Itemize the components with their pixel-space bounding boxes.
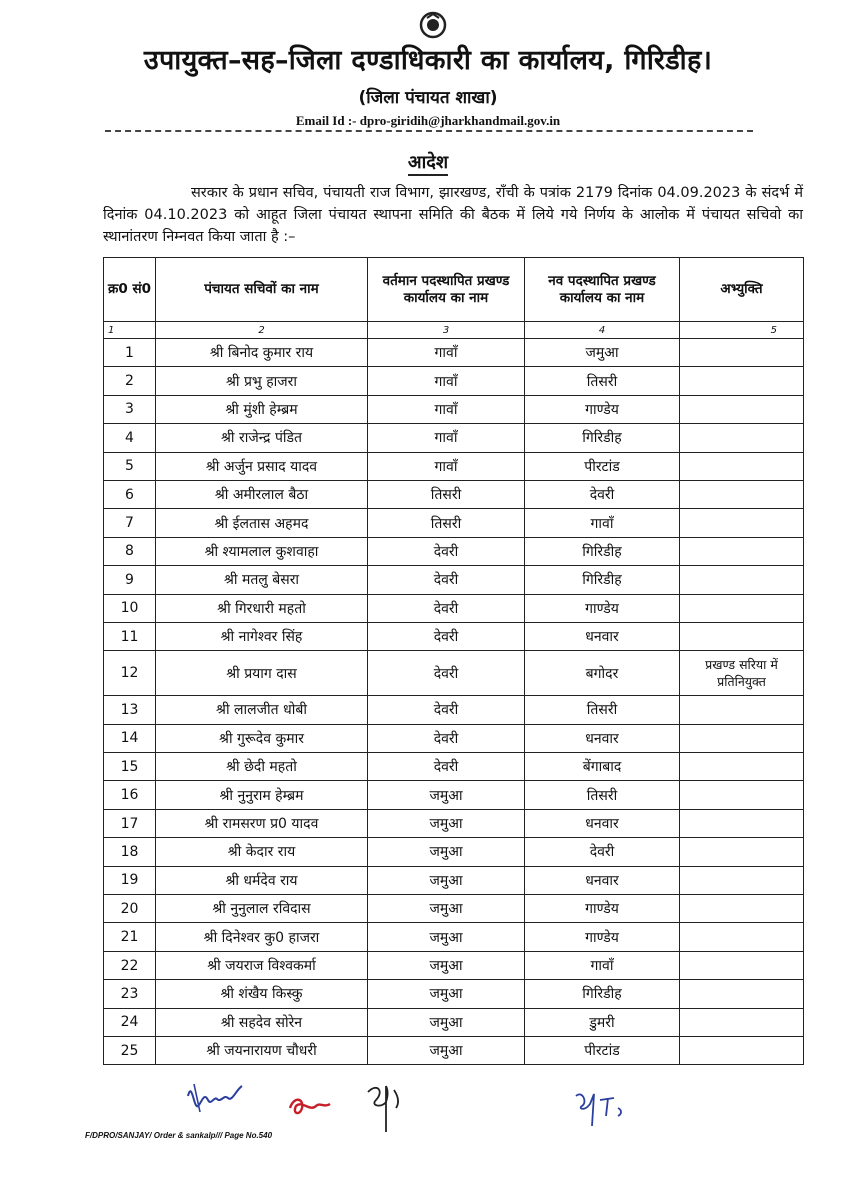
cell-new-office: गावाँ bbox=[525, 509, 680, 537]
header-divider bbox=[105, 130, 753, 132]
cell-serial: 17 bbox=[104, 809, 156, 837]
cell-current-office: जमुआ bbox=[368, 951, 525, 979]
cell-new-office: गाण्डेय bbox=[525, 395, 680, 423]
signature-4 bbox=[570, 1082, 630, 1132]
cell-current-office: देवरी bbox=[368, 566, 525, 594]
order-body: सरकार के प्रधान सचिव, पंचायती राज विभाग, झारखण्ड, राँची के पत्रांक 2179 दिनांक 04.09.2023 के संदर्भ में दिनांक 04.10.2023 को आहूत जिला पंचायत स्थापना समिति की बैठक में लिये गये निर्णय के आलोक में पंचायत सचिवो का स्थानांतरण निम्नवत किया जाता है :– bbox=[103, 185, 803, 245]
cell-serial: 11 bbox=[104, 622, 156, 650]
table-row bbox=[104, 537, 804, 565]
cell-remark bbox=[680, 753, 804, 781]
table-row bbox=[104, 753, 804, 781]
cell-remark bbox=[680, 424, 804, 452]
cell-new-office: गिरिडीह bbox=[525, 537, 680, 565]
cell-new-office: देवरी bbox=[525, 480, 680, 508]
table-row bbox=[104, 594, 804, 622]
cell-current-office: देवरी bbox=[368, 696, 525, 724]
cell-remark bbox=[680, 980, 804, 1008]
cell-current-office: देवरी bbox=[368, 724, 525, 752]
table-row bbox=[104, 367, 804, 395]
cell-new-office: गाण्डेय bbox=[525, 895, 680, 923]
cell-serial: 3 bbox=[104, 395, 156, 423]
table-row bbox=[104, 452, 804, 480]
signature-1 bbox=[180, 1066, 250, 1118]
header-name: पंचायत सचिवों का नाम bbox=[156, 258, 368, 322]
cell-current-office: जमुआ bbox=[368, 980, 525, 1008]
table-row bbox=[104, 339, 804, 367]
cell-remark bbox=[680, 367, 804, 395]
cell-current-office: देवरी bbox=[368, 651, 525, 696]
cell-current-office: देवरी bbox=[368, 622, 525, 650]
cell-new-office: गिरिडीह bbox=[525, 424, 680, 452]
cell-remark bbox=[680, 696, 804, 724]
cell-current-office: देवरी bbox=[368, 594, 525, 622]
cell-serial: 1 bbox=[104, 339, 156, 367]
cell-secretary-name: श्री सहदेव सोरेन bbox=[156, 1008, 368, 1036]
table-row bbox=[104, 1036, 804, 1064]
cell-current-office: देवरी bbox=[368, 537, 525, 565]
table-row bbox=[104, 1008, 804, 1036]
cell-remark bbox=[680, 895, 804, 923]
cell-remark bbox=[680, 809, 804, 837]
cell-new-office: बेंगाबाद bbox=[525, 753, 680, 781]
cell-new-office: गिरिडीह bbox=[525, 980, 680, 1008]
table-row bbox=[104, 395, 804, 423]
cell-serial: 19 bbox=[104, 866, 156, 894]
cell-secretary-name: श्री राजेन्द्र पंडित bbox=[156, 424, 368, 452]
header-new-office: नव पदस्थापित प्रखण्ड कार्यालय का नाम bbox=[525, 258, 680, 322]
table-row bbox=[104, 895, 804, 923]
cell-secretary-name: श्री श्यामलाल कुशवाहा bbox=[156, 537, 368, 565]
cell-new-office: धनवार bbox=[525, 724, 680, 752]
cell-new-office: धनवार bbox=[525, 622, 680, 650]
cell-secretary-name: श्री लालजीत धोबी bbox=[156, 696, 368, 724]
cell-current-office: जमुआ bbox=[368, 1008, 525, 1036]
cell-remark bbox=[680, 452, 804, 480]
header-serial: क्र0 सं0 bbox=[104, 258, 156, 322]
cell-serial: 2 bbox=[104, 367, 156, 395]
cell-remark bbox=[680, 724, 804, 752]
table-body bbox=[104, 339, 804, 1065]
signature-2 bbox=[284, 1090, 336, 1120]
cell-secretary-name: श्री शंखैय किस्कु bbox=[156, 980, 368, 1008]
column-number-row bbox=[104, 322, 804, 339]
cell-remark bbox=[680, 1036, 804, 1064]
table-row bbox=[104, 566, 804, 594]
table-row bbox=[104, 509, 804, 537]
cell-new-office: जमुआ bbox=[525, 339, 680, 367]
cell-remark bbox=[680, 480, 804, 508]
cell-secretary-name: श्री नुनुलाल रविदास bbox=[156, 895, 368, 923]
cell-serial: 14 bbox=[104, 724, 156, 752]
cell-remark bbox=[680, 923, 804, 951]
cell-current-office: जमुआ bbox=[368, 1036, 525, 1064]
table-header-row bbox=[104, 258, 804, 322]
cell-current-office: जमुआ bbox=[368, 923, 525, 951]
table-row bbox=[104, 923, 804, 951]
cell-secretary-name: श्री केदार राय bbox=[156, 838, 368, 866]
cell-remark bbox=[680, 1008, 804, 1036]
cell-current-office: गावाँ bbox=[368, 424, 525, 452]
cell-new-office: देवरी bbox=[525, 838, 680, 866]
cell-secretary-name: श्री दिनेश्वर कु0 हाजरा bbox=[156, 923, 368, 951]
cell-current-office: जमुआ bbox=[368, 809, 525, 837]
cell-serial: 25 bbox=[104, 1036, 156, 1064]
cell-current-office: गावाँ bbox=[368, 395, 525, 423]
branch-subtitle: (जिला पंचायत शाखा) bbox=[358, 88, 498, 108]
cell-secretary-name: श्री मतलु बेसरा bbox=[156, 566, 368, 594]
table-row bbox=[104, 651, 804, 696]
order-heading-text: आदेश bbox=[408, 152, 448, 176]
cell-new-office: डुमरी bbox=[525, 1008, 680, 1036]
cell-new-office: तिसरी bbox=[525, 696, 680, 724]
cell-serial: 8 bbox=[104, 537, 156, 565]
cell-serial: 5 bbox=[104, 452, 156, 480]
cell-new-office: धनवार bbox=[525, 809, 680, 837]
cell-current-office: जमुआ bbox=[368, 838, 525, 866]
cell-serial: 21 bbox=[104, 923, 156, 951]
footer-reference: F/DPRO/SANJAY/ Order & sankalp/// Page No.540 bbox=[85, 1131, 273, 1140]
cell-new-office: तिसरी bbox=[525, 781, 680, 809]
cell-serial: 7 bbox=[104, 509, 156, 537]
cell-secretary-name: श्री प्रयाग दास bbox=[156, 651, 368, 696]
cell-serial: 4 bbox=[104, 424, 156, 452]
table-row bbox=[104, 622, 804, 650]
cell-secretary-name: श्री गुरूदेव कुमार bbox=[156, 724, 368, 752]
cell-new-office: गाण्डेय bbox=[525, 594, 680, 622]
cell-secretary-name: श्री रामसरण प्र0 यादव bbox=[156, 809, 368, 837]
cell-serial: 23 bbox=[104, 980, 156, 1008]
cell-new-office: गिरिडीह bbox=[525, 566, 680, 594]
cell-new-office: गावाँ bbox=[525, 951, 680, 979]
cell-serial: 12 bbox=[104, 651, 156, 696]
cell-secretary-name: श्री जयनारायण चौधरी bbox=[156, 1036, 368, 1064]
email-line: Email Id :- dpro-giridih@jharkhandmail.gov.in bbox=[295, 113, 561, 128]
cell-remark bbox=[680, 781, 804, 809]
cell-current-office: जमुआ bbox=[368, 895, 525, 923]
cell-current-office: गावाँ bbox=[368, 339, 525, 367]
cell-serial: 18 bbox=[104, 838, 156, 866]
cell-remark bbox=[680, 838, 804, 866]
cell-new-office: तिसरी bbox=[525, 367, 680, 395]
cell-remark: प्रखण्ड सरिया में प्रतिनियुक्त bbox=[680, 651, 804, 696]
cell-secretary-name: श्री धर्मदेव राय bbox=[156, 866, 368, 894]
cell-serial: 9 bbox=[104, 566, 156, 594]
cell-secretary-name: श्री प्रभु हाजरा bbox=[156, 367, 368, 395]
cell-current-office: जमुआ bbox=[368, 781, 525, 809]
table-row bbox=[104, 809, 804, 837]
cell-secretary-name: श्री नागेश्वर सिंह bbox=[156, 622, 368, 650]
cell-serial: 13 bbox=[104, 696, 156, 724]
cell-secretary-name: श्री ईलतास अहमद bbox=[156, 509, 368, 537]
cell-remark bbox=[680, 537, 804, 565]
table-row bbox=[104, 724, 804, 752]
cell-secretary-name: श्री गिरधारी महतो bbox=[156, 594, 368, 622]
cell-remark bbox=[680, 395, 804, 423]
table-row bbox=[104, 866, 804, 894]
table-row bbox=[104, 980, 804, 1008]
cell-serial: 22 bbox=[104, 951, 156, 979]
cell-serial: 15 bbox=[104, 753, 156, 781]
cell-new-office: धनवार bbox=[525, 866, 680, 894]
cell-secretary-name: श्री बिनोद कुमार राय bbox=[156, 339, 368, 367]
transfer-table bbox=[103, 257, 804, 1065]
order-heading bbox=[0, 150, 856, 174]
cell-new-office: गाण्डेय bbox=[525, 923, 680, 951]
table-row bbox=[104, 838, 804, 866]
cell-secretary-name: श्री अमीरलाल बैठा bbox=[156, 480, 368, 508]
state-emblem-icon bbox=[418, 10, 448, 40]
cell-remark bbox=[680, 509, 804, 537]
table-row bbox=[104, 424, 804, 452]
cell-current-office: तिसरी bbox=[368, 509, 525, 537]
office-title: उपायुक्त–सह–जिला दण्डाधिकारी का कार्यालय, गिरिडीह। bbox=[143, 45, 713, 76]
cell-remark bbox=[680, 594, 804, 622]
cell-new-office: पीरटांड bbox=[525, 452, 680, 480]
cell-serial: 16 bbox=[104, 781, 156, 809]
cell-current-office: गावाँ bbox=[368, 452, 525, 480]
cell-current-office: गावाँ bbox=[368, 367, 525, 395]
table-row bbox=[104, 696, 804, 724]
cell-secretary-name: श्री छेदी महतो bbox=[156, 753, 368, 781]
cell-serial: 6 bbox=[104, 480, 156, 508]
column-number: 2 bbox=[156, 322, 368, 339]
header-current-office: वर्तमान पदस्थापित प्रखण्ड कार्यालय का नाम bbox=[368, 258, 525, 322]
table-row bbox=[104, 781, 804, 809]
table-row bbox=[104, 480, 804, 508]
header-remark: अभ्युक्ति bbox=[680, 258, 804, 322]
cell-secretary-name: श्री जयराज विश्वकर्मा bbox=[156, 951, 368, 979]
signature-3 bbox=[362, 1078, 408, 1138]
cell-new-office: पीरटांड bbox=[525, 1036, 680, 1064]
column-number: 1 bbox=[104, 322, 156, 339]
cell-secretary-name: श्री मुंशी हेम्ब्रम bbox=[156, 395, 368, 423]
cell-secretary-name: श्री नुनुराम हेम्ब्रम bbox=[156, 781, 368, 809]
cell-remark bbox=[680, 566, 804, 594]
cell-secretary-name: श्री अर्जुन प्रसाद यादव bbox=[156, 452, 368, 480]
table-row bbox=[104, 951, 804, 979]
cell-serial: 10 bbox=[104, 594, 156, 622]
cell-remark bbox=[680, 339, 804, 367]
cell-current-office: तिसरी bbox=[368, 480, 525, 508]
cell-current-office: जमुआ bbox=[368, 866, 525, 894]
column-number: 5 bbox=[680, 322, 804, 339]
column-number: 4 bbox=[525, 322, 680, 339]
cell-remark bbox=[680, 951, 804, 979]
cell-serial: 24 bbox=[104, 1008, 156, 1036]
cell-new-office: बगोदर bbox=[525, 651, 680, 696]
column-number: 3 bbox=[368, 322, 525, 339]
cell-remark bbox=[680, 622, 804, 650]
cell-current-office: देवरी bbox=[368, 753, 525, 781]
cell-remark bbox=[680, 866, 804, 894]
cell-serial: 20 bbox=[104, 895, 156, 923]
